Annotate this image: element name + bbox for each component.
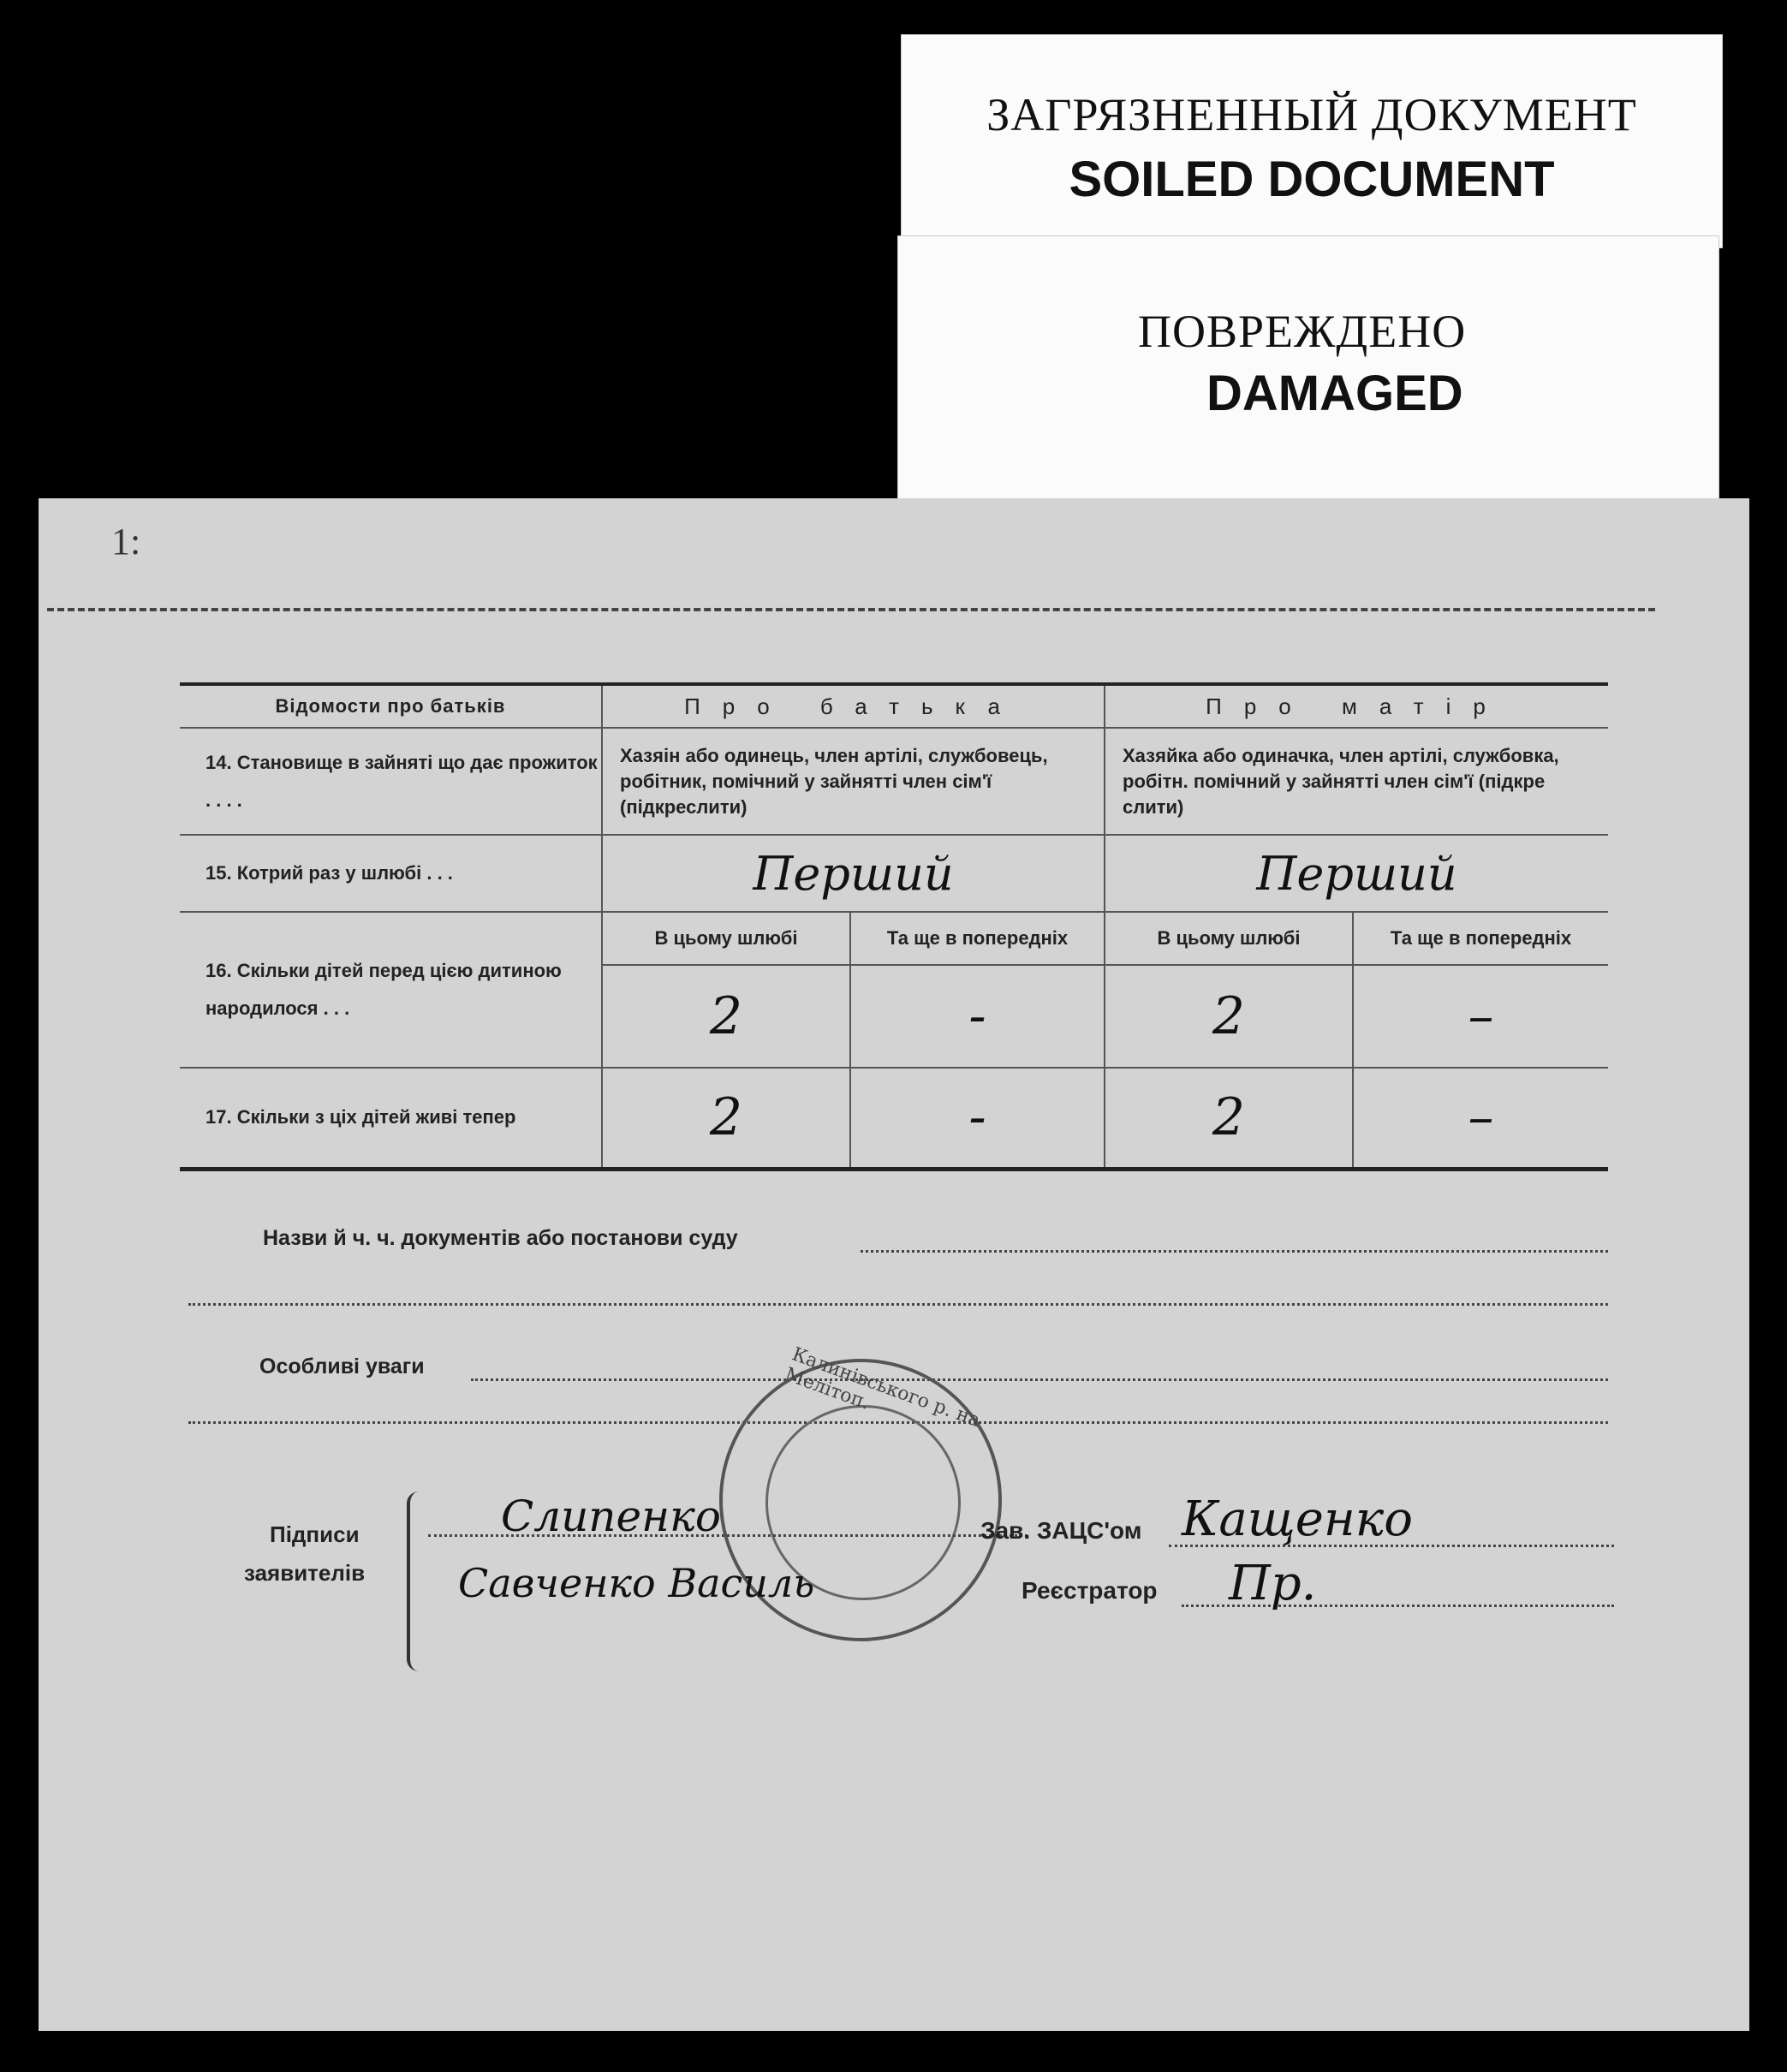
row14-father-options: Хазяін або одинець, член артілі, службовець, робітник, помічний у зайнятті член сім'ї (підкреслити) bbox=[602, 728, 1105, 835]
applicant-signature-1: Слипенко bbox=[501, 1491, 721, 1541]
damaged-label-ru: ПОВРЕЖДЕНО bbox=[1138, 306, 1467, 357]
subheader-father-prev: Та ще в попередніх bbox=[850, 912, 1105, 965]
applicant-signature-2: Савченко Василь bbox=[458, 1560, 815, 1606]
table-subheader-row bbox=[180, 912, 1608, 965]
documents-line-2 bbox=[188, 1303, 1608, 1306]
perforation-line bbox=[47, 608, 1655, 611]
row14-label: 14. Становище в зайняті що дає прожиток . . . . bbox=[180, 728, 602, 835]
row16-mother-this: 2 bbox=[1105, 965, 1353, 1068]
remarks-line bbox=[471, 1378, 1608, 1381]
row17-label: 17. Скільки з ціх дітей живі тепер bbox=[180, 1068, 602, 1169]
document-sheet bbox=[39, 498, 1749, 2031]
soiled-label-card bbox=[901, 34, 1723, 248]
applicants-label-2: заявителів bbox=[244, 1560, 366, 1586]
registrar-label: Реєстратор bbox=[1022, 1577, 1158, 1604]
parents-info-table bbox=[180, 682, 1608, 1171]
registrar-signature: Пр. bbox=[1229, 1556, 1317, 1611]
row15-label: 15. Котрий раз у шлюбі . . . bbox=[180, 835, 602, 912]
subheader-father-this: В цьому шлюбі bbox=[602, 912, 850, 965]
head-zags-label: Зав. ЗАЦС'ом bbox=[980, 1517, 1142, 1544]
remarks-label: Особливі уваги bbox=[259, 1355, 425, 1378]
row17-father-this: 2 bbox=[602, 1068, 850, 1169]
soiled-label-ru: ЗАГРЯЗНЕННЫЙ ДОКУМЕНТ bbox=[986, 89, 1637, 140]
applicants-label-1: Підписи bbox=[270, 1521, 360, 1547]
row15-mother-value: Перший bbox=[1105, 835, 1608, 912]
soiled-label-en: SOILED DOCUMENT bbox=[1069, 152, 1555, 207]
subheader-mother-this: В цьому шлюбі bbox=[1105, 912, 1353, 965]
stamp-text: Калинівського р. на Мелітоп. bbox=[782, 1343, 983, 1432]
subheader-mother-prev: Та ще в попередніх bbox=[1353, 912, 1608, 965]
row15-father-value: Перший bbox=[602, 835, 1105, 912]
damaged-label-card bbox=[897, 235, 1719, 501]
applicant-line-1 bbox=[428, 1534, 1028, 1537]
damaged-label-en: DAMAGED bbox=[1206, 366, 1463, 421]
head-signature: Кащенко bbox=[1182, 1491, 1413, 1547]
table-header-row bbox=[180, 684, 1608, 728]
row14-mother-options: Хазяйка або одиначка, член артілі, службовка, робітн. помічний у зайнятті член сім'ї (підкре слити) bbox=[1105, 728, 1608, 835]
signature-brace bbox=[407, 1491, 434, 1671]
header-father: Про батька bbox=[602, 684, 1105, 728]
table-row-17 bbox=[180, 1068, 1608, 1169]
row17-mother-this: 2 bbox=[1105, 1068, 1353, 1169]
row16-father-this: 2 bbox=[602, 965, 850, 1068]
row17-father-prev: - bbox=[850, 1068, 1105, 1169]
documents-line bbox=[861, 1250, 1608, 1253]
table-row-14 bbox=[180, 728, 1608, 835]
corner-mark: 1: bbox=[111, 521, 141, 563]
table-row-15 bbox=[180, 835, 1608, 912]
row16-father-prev: - bbox=[850, 965, 1105, 1068]
header-parents-info: Відомости про батьків bbox=[180, 684, 602, 728]
row16-mother-prev: – bbox=[1353, 965, 1608, 1068]
row16-label: 16. Скільки дітей перед цією дитиною народилося . . . bbox=[180, 912, 602, 1068]
documents-label: Назви й ч. ч. документів або постанови суду bbox=[263, 1226, 738, 1250]
row17-mother-prev: – bbox=[1353, 1068, 1608, 1169]
header-mother: Про матір bbox=[1105, 684, 1608, 728]
